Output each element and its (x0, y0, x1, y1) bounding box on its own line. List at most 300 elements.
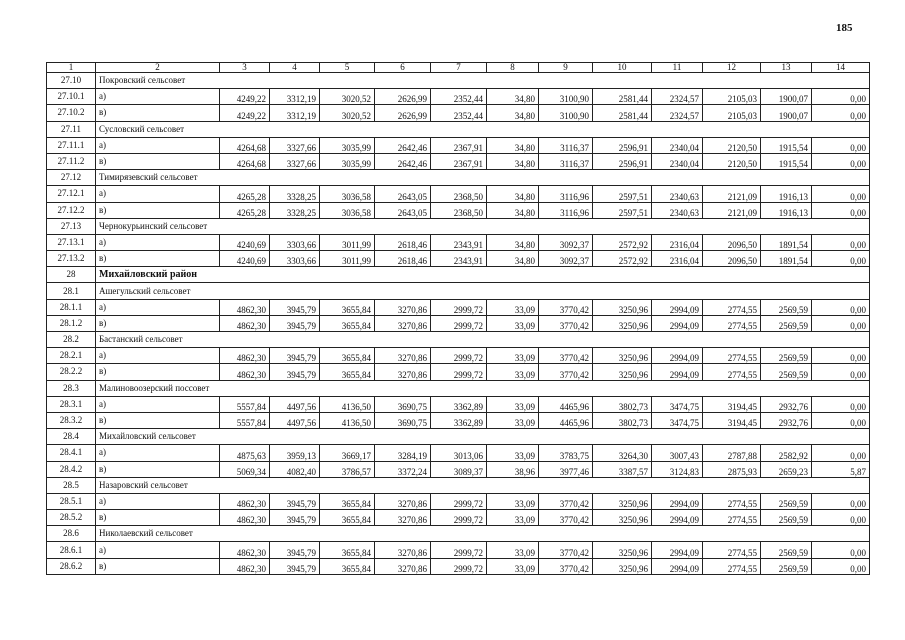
value-cell: 4264,68 (220, 153, 270, 169)
page-number: 185 (836, 22, 853, 34)
row-code: 27.12 (47, 170, 96, 186)
value-cell: 4862,30 (220, 348, 270, 364)
value-cell: 3264,30 (593, 445, 652, 461)
section-row (47, 380, 870, 396)
value-cell: 3250,96 (593, 364, 652, 380)
value-cell: 2999,72 (431, 364, 487, 380)
row-variant: а) (96, 542, 220, 558)
value-cell: 0,00 (812, 542, 870, 558)
row-variant: в) (96, 315, 220, 331)
column-header: 10 (593, 63, 652, 73)
value-cell: 2994,09 (652, 299, 703, 315)
value-cell: 33,09 (487, 412, 539, 428)
value-cell: 3270,86 (375, 348, 431, 364)
value-cell: 3116,96 (539, 202, 593, 218)
value-cell: 2999,72 (431, 493, 487, 509)
row-code: 28.1 (47, 283, 96, 299)
value-cell: 2774,55 (703, 542, 761, 558)
value-cell: 3007,43 (652, 445, 703, 461)
value-cell: 2999,72 (431, 315, 487, 331)
value-cell: 2569,59 (761, 493, 812, 509)
value-cell: 2121,09 (703, 186, 761, 202)
value-cell: 3011,99 (320, 234, 375, 250)
row-variant: в) (96, 202, 220, 218)
value-cell: 2569,59 (761, 364, 812, 380)
row-code: 28.2 (47, 332, 96, 348)
row-code: 28.6.2 (47, 558, 96, 574)
section-row (47, 73, 870, 89)
value-cell: 4465,96 (539, 396, 593, 412)
value-cell: 0,00 (812, 89, 870, 105)
row-code: 28 (47, 267, 96, 283)
value-cell: 2999,72 (431, 558, 487, 574)
row-variant: а) (96, 186, 220, 202)
value-cell: 3655,84 (320, 558, 375, 574)
value-cell: 3770,42 (539, 510, 593, 526)
value-cell: 34,80 (487, 89, 539, 105)
value-cell: 4240,69 (220, 234, 270, 250)
value-cell: 3250,96 (593, 315, 652, 331)
row-variant: в) (96, 510, 220, 526)
row-variant: а) (96, 89, 220, 105)
row-variant: а) (96, 234, 220, 250)
value-cell: 3092,37 (539, 234, 593, 250)
row-code: 28.5 (47, 477, 96, 493)
value-cell: 1891,54 (761, 251, 812, 267)
table-row (47, 234, 870, 250)
value-cell: 0,00 (812, 364, 870, 380)
value-cell: 4862,30 (220, 542, 270, 558)
section-row (47, 332, 870, 348)
value-cell: 3770,42 (539, 542, 593, 558)
row-variant: в) (96, 105, 220, 121)
value-cell: 3945,79 (270, 315, 320, 331)
value-cell: 34,80 (487, 153, 539, 169)
value-cell: 3802,73 (593, 412, 652, 428)
value-cell: 33,09 (487, 558, 539, 574)
value-cell: 1915,54 (761, 137, 812, 153)
value-cell: 3770,42 (539, 315, 593, 331)
value-cell: 2774,55 (703, 348, 761, 364)
value-cell: 4249,22 (220, 89, 270, 105)
value-cell: 4497,56 (270, 396, 320, 412)
value-cell: 2999,72 (431, 299, 487, 315)
value-cell: 3250,96 (593, 348, 652, 364)
value-cell: 33,09 (487, 510, 539, 526)
value-cell: 3100,90 (539, 105, 593, 121)
column-header: 4 (270, 63, 320, 73)
value-cell: 34,80 (487, 186, 539, 202)
column-header: 1 (47, 63, 96, 73)
value-cell: 4862,30 (220, 558, 270, 574)
value-cell: 3959,13 (270, 445, 320, 461)
section-name: Михайловский сельсовет (96, 429, 870, 445)
value-cell: 4862,30 (220, 493, 270, 509)
value-cell: 3327,66 (270, 137, 320, 153)
value-cell: 5,87 (812, 461, 870, 477)
value-cell: 2343,91 (431, 234, 487, 250)
value-cell: 2597,51 (593, 186, 652, 202)
value-cell: 0,00 (812, 105, 870, 121)
value-cell: 2994,09 (652, 364, 703, 380)
value-cell: 3250,96 (593, 510, 652, 526)
table-body (47, 73, 870, 575)
row-code: 27.13 (47, 218, 96, 234)
value-cell: 0,00 (812, 251, 870, 267)
value-cell: 3770,42 (539, 493, 593, 509)
section-name: Николаевский сельсовет (96, 526, 870, 542)
row-variant: а) (96, 348, 220, 364)
value-cell: 3270,86 (375, 558, 431, 574)
value-cell: 2343,91 (431, 251, 487, 267)
row-code: 27.10.1 (47, 89, 96, 105)
column-header: 11 (652, 63, 703, 73)
section-name: Малиновоозерский поссовет (96, 380, 870, 396)
row-code: 27.13.1 (47, 234, 96, 250)
value-cell: 0,00 (812, 234, 870, 250)
value-cell: 2994,09 (652, 348, 703, 364)
value-cell: 1916,13 (761, 186, 812, 202)
value-cell: 2367,91 (431, 137, 487, 153)
value-cell: 5557,84 (220, 396, 270, 412)
value-cell: 2569,59 (761, 558, 812, 574)
row-code: 27.12.1 (47, 186, 96, 202)
value-cell: 2932,76 (761, 396, 812, 412)
table-row (47, 137, 870, 153)
section-name: Сусловский сельсовет (96, 121, 870, 137)
value-cell: 3116,96 (539, 186, 593, 202)
row-variant: а) (96, 137, 220, 153)
value-cell: 4465,96 (539, 412, 593, 428)
value-cell: 2618,46 (375, 251, 431, 267)
value-cell: 3036,58 (320, 186, 375, 202)
value-cell: 2572,92 (593, 234, 652, 250)
value-cell: 4240,69 (220, 251, 270, 267)
value-cell: 2569,59 (761, 348, 812, 364)
value-cell: 0,00 (812, 299, 870, 315)
value-cell: 3474,75 (652, 412, 703, 428)
header-row (47, 63, 870, 73)
value-cell: 2121,09 (703, 202, 761, 218)
value-cell: 3011,99 (320, 251, 375, 267)
value-cell: 3303,66 (270, 234, 320, 250)
value-cell: 3977,46 (539, 461, 593, 477)
value-cell: 0,00 (812, 558, 870, 574)
table-row (47, 348, 870, 364)
value-cell: 34,80 (487, 251, 539, 267)
value-cell: 2582,92 (761, 445, 812, 461)
value-cell: 2569,59 (761, 299, 812, 315)
value-cell: 1891,54 (761, 234, 812, 250)
row-code: 27.10.2 (47, 105, 96, 121)
value-cell: 2324,57 (652, 89, 703, 105)
value-cell: 3655,84 (320, 315, 375, 331)
value-cell: 3770,42 (539, 348, 593, 364)
value-cell: 3770,42 (539, 364, 593, 380)
value-cell: 3035,99 (320, 153, 375, 169)
value-cell: 2340,04 (652, 153, 703, 169)
value-cell: 2340,63 (652, 202, 703, 218)
value-cell: 3655,84 (320, 299, 375, 315)
value-cell: 3035,99 (320, 137, 375, 153)
value-cell: 34,80 (487, 105, 539, 121)
value-cell: 3270,86 (375, 299, 431, 315)
value-cell: 2105,03 (703, 105, 761, 121)
value-cell: 2643,05 (375, 202, 431, 218)
value-cell: 3270,86 (375, 493, 431, 509)
value-cell: 3387,57 (593, 461, 652, 477)
value-cell: 2340,63 (652, 186, 703, 202)
value-cell: 3092,37 (539, 251, 593, 267)
row-code: 28.3 (47, 380, 96, 396)
row-code: 28.6.1 (47, 542, 96, 558)
column-header: 9 (539, 63, 593, 73)
value-cell: 4862,30 (220, 299, 270, 315)
row-code: 28.4.1 (47, 445, 96, 461)
value-cell: 3270,86 (375, 510, 431, 526)
table-row (47, 510, 870, 526)
section-row (47, 218, 870, 234)
value-cell: 3770,42 (539, 299, 593, 315)
value-cell: 3945,79 (270, 364, 320, 380)
row-code: 27.11 (47, 121, 96, 137)
row-variant: а) (96, 299, 220, 315)
value-cell: 2626,99 (375, 105, 431, 121)
value-cell: 2787,88 (703, 445, 761, 461)
section-row (47, 283, 870, 299)
row-code: 27.12.2 (47, 202, 96, 218)
column-header: 13 (761, 63, 812, 73)
row-code: 28.3.1 (47, 396, 96, 412)
value-cell: 4875,63 (220, 445, 270, 461)
row-code: 28.4.2 (47, 461, 96, 477)
row-variant: а) (96, 493, 220, 509)
value-cell: 3328,25 (270, 186, 320, 202)
value-cell: 2999,72 (431, 348, 487, 364)
row-variant: а) (96, 445, 220, 461)
value-cell: 0,00 (812, 202, 870, 218)
value-cell: 2875,93 (703, 461, 761, 477)
table-row (47, 364, 870, 380)
row-variant: в) (96, 412, 220, 428)
value-cell: 5069,34 (220, 461, 270, 477)
value-cell: 2774,55 (703, 299, 761, 315)
value-cell: 0,00 (812, 396, 870, 412)
value-cell: 2367,91 (431, 153, 487, 169)
value-cell: 2596,91 (593, 137, 652, 153)
value-cell: 3250,96 (593, 299, 652, 315)
section-name: Покровский сельсовет (96, 73, 870, 89)
value-cell: 3250,96 (593, 542, 652, 558)
value-cell: 3303,66 (270, 251, 320, 267)
row-code: 27.13.2 (47, 251, 96, 267)
value-cell: 2581,44 (593, 89, 652, 105)
value-cell: 2597,51 (593, 202, 652, 218)
column-header: 5 (320, 63, 375, 73)
row-variant: в) (96, 461, 220, 477)
value-cell: 3945,79 (270, 510, 320, 526)
value-cell: 2316,04 (652, 251, 703, 267)
value-cell: 2120,50 (703, 153, 761, 169)
value-cell: 33,09 (487, 299, 539, 315)
value-cell: 2994,09 (652, 315, 703, 331)
section-row (47, 429, 870, 445)
value-cell: 2642,46 (375, 137, 431, 153)
value-cell: 3945,79 (270, 558, 320, 574)
table-row (47, 315, 870, 331)
value-cell: 34,80 (487, 137, 539, 153)
value-cell: 33,09 (487, 542, 539, 558)
value-cell: 2774,55 (703, 364, 761, 380)
table-row (47, 461, 870, 477)
value-cell: 4862,30 (220, 315, 270, 331)
value-cell: 2774,55 (703, 315, 761, 331)
value-cell: 2572,92 (593, 251, 652, 267)
value-cell: 3362,89 (431, 412, 487, 428)
value-cell: 4862,30 (220, 364, 270, 380)
value-cell: 3250,96 (593, 558, 652, 574)
column-header: 2 (96, 63, 220, 73)
row-variant: в) (96, 251, 220, 267)
value-cell: 2994,09 (652, 510, 703, 526)
value-cell: 33,09 (487, 445, 539, 461)
value-cell: 3116,37 (539, 137, 593, 153)
value-cell: 3362,89 (431, 396, 487, 412)
table-row (47, 299, 870, 315)
section-row (47, 121, 870, 137)
section-row (47, 526, 870, 542)
value-cell: 34,80 (487, 234, 539, 250)
value-cell: 4136,50 (320, 396, 375, 412)
value-cell: 2999,72 (431, 510, 487, 526)
row-code: 28.5.1 (47, 493, 96, 509)
value-cell: 3655,84 (320, 364, 375, 380)
value-cell: 3945,79 (270, 542, 320, 558)
table-row (47, 105, 870, 121)
column-header: 7 (431, 63, 487, 73)
value-cell: 4136,50 (320, 412, 375, 428)
value-cell: 3770,42 (539, 558, 593, 574)
value-cell: 33,09 (487, 493, 539, 509)
value-cell: 4265,28 (220, 186, 270, 202)
column-header: 8 (487, 63, 539, 73)
value-cell: 0,00 (812, 510, 870, 526)
table-row (47, 542, 870, 558)
row-code: 27.10 (47, 73, 96, 89)
section-name: Тимирязевский сельсовет (96, 170, 870, 186)
value-cell: 2774,55 (703, 510, 761, 526)
value-cell: 3655,84 (320, 493, 375, 509)
column-header: 14 (812, 63, 870, 73)
district-row (47, 267, 870, 283)
table-row (47, 251, 870, 267)
value-cell: 3783,75 (539, 445, 593, 461)
row-variant: а) (96, 396, 220, 412)
value-cell: 3020,52 (320, 89, 375, 105)
value-cell: 2932,76 (761, 412, 812, 428)
table-row (47, 445, 870, 461)
row-code: 28.1.2 (47, 315, 96, 331)
table-row (47, 186, 870, 202)
row-code: 28.2.1 (47, 348, 96, 364)
value-cell: 0,00 (812, 186, 870, 202)
value-cell: 2120,50 (703, 137, 761, 153)
row-variant: в) (96, 364, 220, 380)
table-row (47, 396, 870, 412)
value-cell: 3194,45 (703, 412, 761, 428)
value-cell: 2569,59 (761, 542, 812, 558)
value-cell: 33,09 (487, 348, 539, 364)
value-cell: 3089,37 (431, 461, 487, 477)
value-cell: 3124,83 (652, 461, 703, 477)
value-cell: 3802,73 (593, 396, 652, 412)
value-cell: 33,09 (487, 396, 539, 412)
table-row (47, 412, 870, 428)
value-cell: 2368,50 (431, 186, 487, 202)
value-cell: 3100,90 (539, 89, 593, 105)
value-cell: 3312,19 (270, 89, 320, 105)
value-cell: 0,00 (812, 412, 870, 428)
row-code: 28.6 (47, 526, 96, 542)
row-code: 28.2.2 (47, 364, 96, 380)
value-cell: 2626,99 (375, 89, 431, 105)
value-cell: 2569,59 (761, 315, 812, 331)
value-cell: 3945,79 (270, 299, 320, 315)
value-cell: 3786,57 (320, 461, 375, 477)
value-cell: 2340,04 (652, 137, 703, 153)
value-cell: 5557,84 (220, 412, 270, 428)
value-cell: 2994,09 (652, 558, 703, 574)
value-cell: 33,09 (487, 364, 539, 380)
value-cell: 2618,46 (375, 234, 431, 250)
row-code: 28.5.2 (47, 510, 96, 526)
value-cell: 2096,50 (703, 234, 761, 250)
section-row (47, 170, 870, 186)
section-name: Назаровский сельсовет (96, 477, 870, 493)
value-cell: 3945,79 (270, 348, 320, 364)
value-cell: 0,00 (812, 315, 870, 331)
value-cell: 4082,40 (270, 461, 320, 477)
value-cell: 2324,57 (652, 105, 703, 121)
value-cell: 1915,54 (761, 153, 812, 169)
value-cell: 38,96 (487, 461, 539, 477)
value-cell: 2316,04 (652, 234, 703, 250)
value-cell: 0,00 (812, 137, 870, 153)
value-cell: 2642,46 (375, 153, 431, 169)
value-cell: 3669,17 (320, 445, 375, 461)
value-cell: 1900,07 (761, 105, 812, 121)
value-cell: 2352,44 (431, 105, 487, 121)
table-header (47, 63, 870, 73)
value-cell: 2569,59 (761, 510, 812, 526)
tariff-table (46, 62, 870, 575)
value-cell: 3372,24 (375, 461, 431, 477)
row-code: 28.4 (47, 429, 96, 445)
value-cell: 3655,84 (320, 510, 375, 526)
section-name: Ашегульский сельсовет (96, 283, 870, 299)
table-row (47, 558, 870, 574)
row-code: 28.3.2 (47, 412, 96, 428)
table-row (47, 89, 870, 105)
value-cell: 4497,56 (270, 412, 320, 428)
value-cell: 0,00 (812, 153, 870, 169)
value-cell: 4249,22 (220, 105, 270, 121)
value-cell: 2581,44 (593, 105, 652, 121)
value-cell: 3690,75 (375, 412, 431, 428)
row-variant: в) (96, 558, 220, 574)
value-cell: 0,00 (812, 445, 870, 461)
value-cell: 0,00 (812, 493, 870, 509)
